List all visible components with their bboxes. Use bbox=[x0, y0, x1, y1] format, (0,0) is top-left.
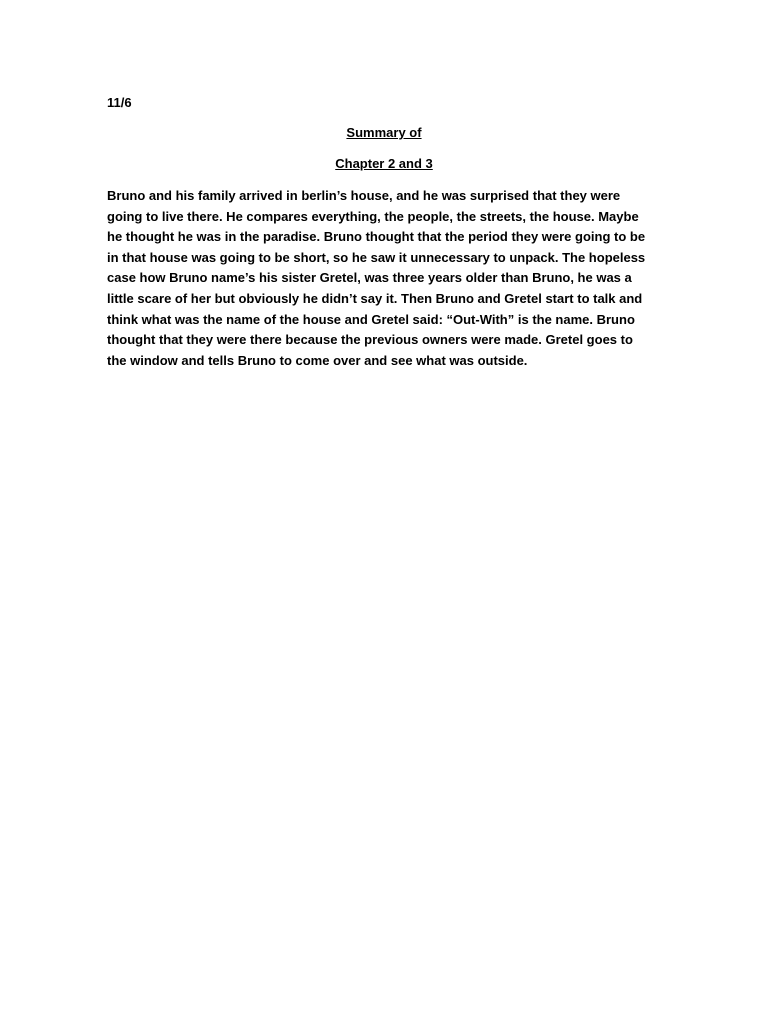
paragraph-line: case how Bruno name’s his sister Gretel, was three years older than Bruno, he was a bbox=[107, 270, 632, 286]
document-title-line-1: Summary of bbox=[346, 125, 422, 140]
paragraph-line: in that house was going to be short, so he saw it unnecessary to unpack. The hopeless bbox=[107, 249, 646, 265]
document-date: 11/6 bbox=[107, 95, 132, 110]
paragraph-line: he thought he was in the paradise. Bruno thought that the period they were going to be bbox=[107, 229, 646, 245]
paragraph-line: going to live there. He compares everything, the people, the streets, the house. Maybe bbox=[107, 208, 639, 224]
paragraph-line: little scare of her but obviously he didn’t say it. Then Bruno and Gretel start to talk and bbox=[107, 290, 643, 306]
paragraph-line: thought that they were there because the previous owners were made. Gretel goes to bbox=[107, 332, 633, 348]
paragraph-line: Bruno and his family arrived in berlin’s house, and he was surprised that they were bbox=[107, 188, 621, 203]
paragraph-line: think what was the name of the house and Gretel said: “Out-With” is the name. Bruno bbox=[107, 311, 635, 327]
paragraph-line: the window and tells Bruno to come over and see what was outside. bbox=[107, 352, 528, 368]
summary-paragraph bbox=[107, 186, 663, 371]
document-title-line-2: Chapter 2 and 3 bbox=[335, 156, 433, 171]
